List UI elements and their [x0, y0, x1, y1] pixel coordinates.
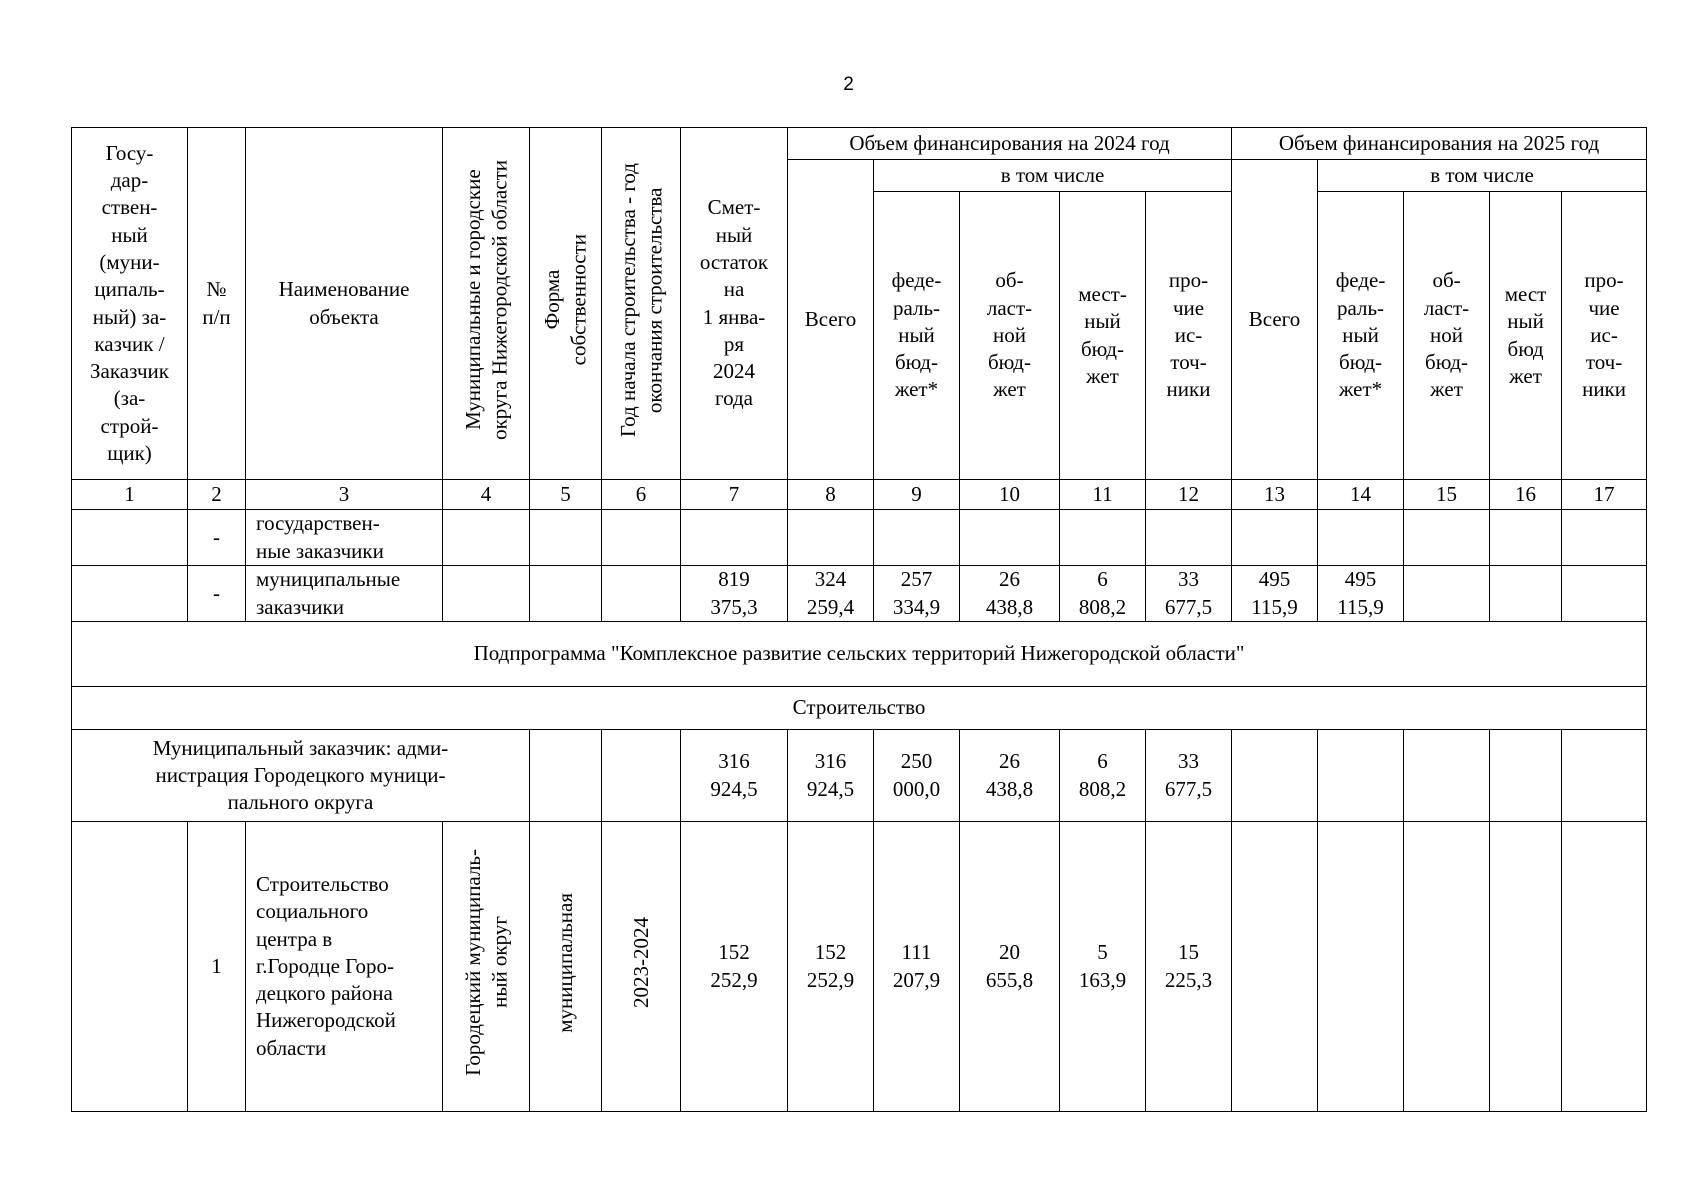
column-number: 4	[443, 480, 530, 510]
table-cell	[1232, 822, 1318, 1112]
table-cell	[1404, 566, 1490, 622]
header-customer: Госу- дар- ствен- ный (муни- ципаль- ный) за- казчик / Заказчик (за- строй- щик)	[72, 128, 188, 480]
column-number: 16	[1490, 480, 1562, 510]
row-name: муниципальные заказчики	[246, 566, 443, 622]
header-total-2024: Всего	[788, 160, 874, 480]
header-districts: Муниципальные и городские округа Нижегородской области	[443, 128, 530, 480]
header-row-top	[72, 128, 1647, 160]
column-number: 17	[1562, 480, 1647, 510]
header-number: № п/п	[188, 128, 246, 480]
table-cell	[1232, 510, 1318, 566]
row-number: -	[188, 510, 246, 566]
table-cell	[1490, 566, 1562, 622]
header-ownership: Форма собственности	[530, 128, 602, 480]
table-cell	[1562, 510, 1647, 566]
subprogram-title: Подпрограмма "Комплексное развитие сельских территорий Нижегородской области"	[72, 622, 1647, 687]
financing-table	[71, 127, 1647, 1112]
column-number: 10	[960, 480, 1060, 510]
row-number: 1	[188, 822, 246, 1112]
table-cell	[960, 510, 1060, 566]
value-other-2024: 15 225,3	[1146, 822, 1232, 1112]
value-total-2024: 316 924,5	[788, 730, 874, 822]
column-number: 11	[1060, 480, 1146, 510]
column-number: 9	[874, 480, 960, 510]
header-financing-2025: Объем финансирования на 2025 год	[1232, 128, 1647, 160]
header-federal-2024: феде- раль- ный бюд- жет*	[874, 192, 960, 480]
page-number: 2	[843, 74, 854, 95]
row-name: государствен- ные заказчики	[246, 510, 443, 566]
header-regional-2025: об- ласт- ной бюд- жет	[1404, 192, 1490, 480]
table-cell	[874, 510, 960, 566]
table-row-state-customers	[72, 510, 1647, 566]
column-number: 14	[1318, 480, 1404, 510]
object-ownership: муниципальная	[530, 822, 602, 1112]
table-row-municipal-customers	[72, 566, 1647, 622]
table-row-customer	[72, 730, 1647, 822]
table-cell	[1404, 730, 1490, 822]
value-total-2024: 152 252,9	[788, 822, 874, 1112]
value-regional-2024: 26 438,8	[960, 566, 1060, 622]
table-cell	[530, 566, 602, 622]
header-local-2024: мест- ный бюд- жет	[1060, 192, 1146, 480]
value-regional-2024: 20 655,8	[960, 822, 1060, 1112]
header-total-2025: Всего	[1232, 160, 1318, 480]
customer-name: Муниципальный заказчик: адми- нистрация Городецкого муници- пального округа	[72, 730, 530, 822]
column-number: 8	[788, 480, 874, 510]
header-estimate-balance: Смет- ный остаток на 1 янва- ря 2024 года	[681, 128, 788, 480]
section-title: Строительство	[72, 687, 1647, 730]
header-including-2024: в том числе	[874, 160, 1232, 192]
value-local-2024: 6 808,2	[1060, 730, 1146, 822]
column-number: 2	[188, 480, 246, 510]
value-other-2024: 33 677,5	[1146, 730, 1232, 822]
table-cell	[1562, 730, 1647, 822]
value-estimate: 819 375,3	[681, 566, 788, 622]
column-number: 13	[1232, 480, 1318, 510]
column-number: 5	[530, 480, 602, 510]
column-number: 15	[1404, 480, 1490, 510]
value-federal-2024: 257 334,9	[874, 566, 960, 622]
column-number: 1	[72, 480, 188, 510]
header-years: Год начала строительства - год окончания строительства	[602, 128, 681, 480]
value-local-2024: 6 808,2	[1060, 566, 1146, 622]
table-row-object	[72, 822, 1647, 1112]
table-cell	[530, 730, 602, 822]
table-cell	[1318, 822, 1404, 1112]
value-estimate: 316 924,5	[681, 730, 788, 822]
value-local-2024: 5 163,9	[1060, 822, 1146, 1112]
header-including-2025: в том числе	[1318, 160, 1647, 192]
table-cell	[1490, 822, 1562, 1112]
table-cell	[72, 566, 188, 622]
table-cell	[1318, 510, 1404, 566]
table-cell	[530, 510, 602, 566]
table-cell	[443, 510, 530, 566]
object-years: 2023-2024	[602, 822, 681, 1112]
value-federal-2024: 250 000,0	[874, 730, 960, 822]
object-district: Городецкий муниципаль- ный округ	[443, 822, 530, 1112]
column-numbers-row	[72, 480, 1647, 510]
header-regional-2024: об- ласт- ной бюд- жет	[960, 192, 1060, 480]
column-number: 6	[602, 480, 681, 510]
value-regional-2024: 26 438,8	[960, 730, 1060, 822]
header-other-2024: про- чие ис- точ- ники	[1146, 192, 1232, 480]
section-row	[72, 687, 1647, 730]
value-federal-2025: 495 115,9	[1318, 566, 1404, 622]
table-cell	[1404, 510, 1490, 566]
table-cell	[602, 510, 681, 566]
subprogram-row	[72, 622, 1647, 687]
header-other-2025: про- чие ис- точ- ники	[1562, 192, 1647, 480]
table-cell	[1404, 822, 1490, 1112]
value-total-2025: 495 115,9	[1232, 566, 1318, 622]
table-cell	[1490, 510, 1562, 566]
table-cell	[72, 822, 188, 1112]
table-cell	[602, 730, 681, 822]
table-cell	[1562, 822, 1647, 1112]
table-cell	[1060, 510, 1146, 566]
table-cell	[1318, 730, 1404, 822]
header-local-2025: мест ный бюд жет	[1490, 192, 1562, 480]
value-federal-2024: 111 207,9	[874, 822, 960, 1112]
table-cell	[1562, 566, 1647, 622]
row-number: -	[188, 566, 246, 622]
column-number: 3	[246, 480, 443, 510]
value-estimate: 152 252,9	[681, 822, 788, 1112]
column-number: 7	[681, 480, 788, 510]
value-total-2024: 324 259,4	[788, 566, 874, 622]
table-cell	[1146, 510, 1232, 566]
header-federal-2025: феде- раль- ный бюд- жет*	[1318, 192, 1404, 480]
table-cell	[788, 510, 874, 566]
header-object-name: Наименование объекта	[246, 128, 443, 480]
table-cell	[681, 510, 788, 566]
table-cell	[443, 566, 530, 622]
table-cell	[1232, 730, 1318, 822]
header-financing-2024: Объем финансирования на 2024 год	[788, 128, 1232, 160]
column-number: 12	[1146, 480, 1232, 510]
table-cell	[1490, 730, 1562, 822]
table-cell	[72, 510, 188, 566]
value-other-2024: 33 677,5	[1146, 566, 1232, 622]
table-cell	[602, 566, 681, 622]
object-name: Строительство социального центра в г.Городце Горо- децкого района Нижегородской области	[246, 822, 443, 1112]
